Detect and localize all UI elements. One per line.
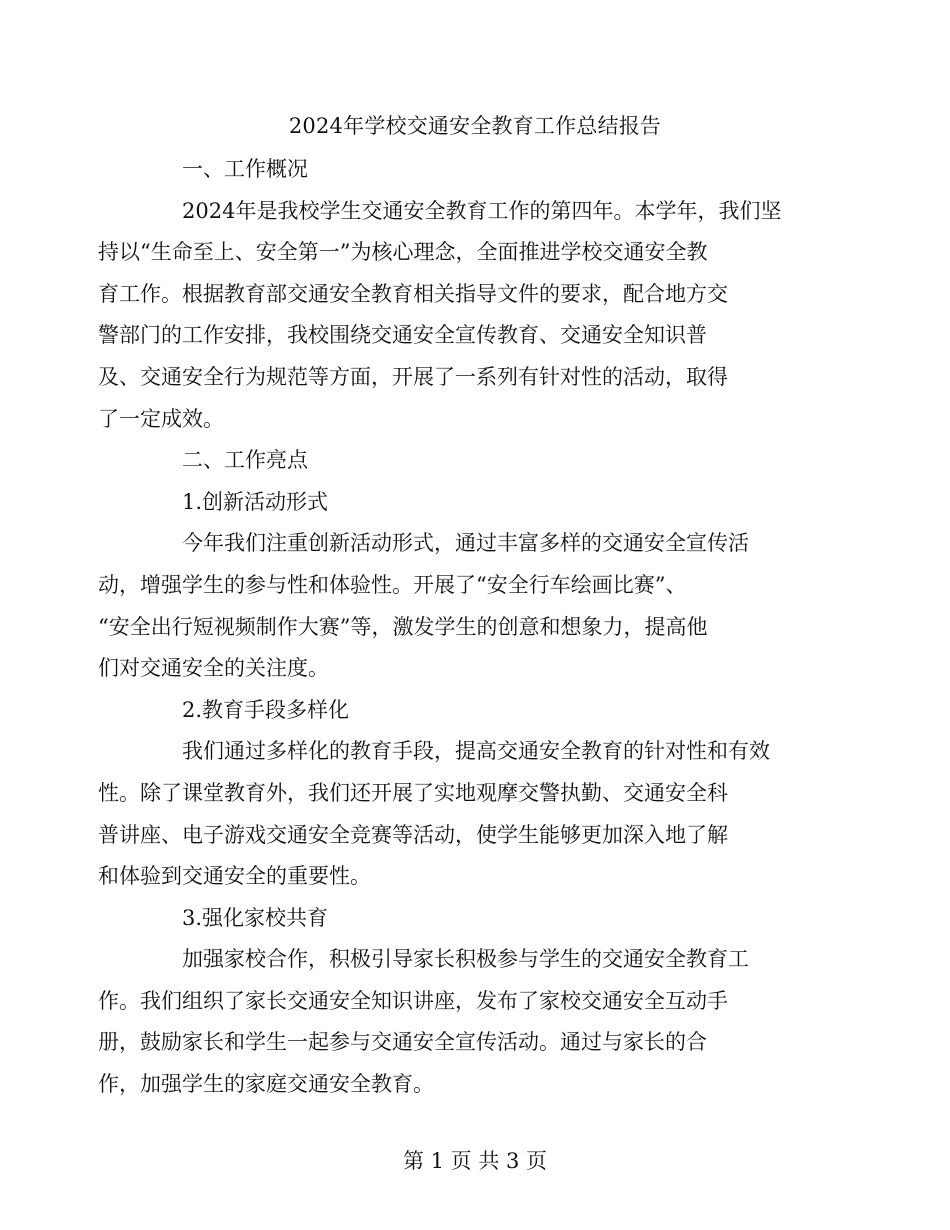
text-line: 持以“生命至上、安全第一”为核心理念，全面推进学校交通安全教 [98, 240, 708, 265]
text-line: 3.强化家校共育 [182, 905, 329, 930]
text-line: 二、工作亮点 [182, 448, 308, 473]
text-line: 我们通过多样化的教育手段，提高交通安全教育的针对性和有效 [182, 739, 770, 764]
text-line: 和体验到交通安全的重要性。 [98, 864, 371, 889]
text-line: 及、交通安全行为规范等方面，开展了一系列有针对性的活动，取得 [98, 364, 728, 389]
text-line: 们对交通安全的关注度。 [98, 656, 329, 681]
text-line: 作。我们组织了家长交通安全知识讲座，发布了家校交通安全互动手 [98, 988, 728, 1013]
section-heading [140, 690, 810, 732]
text-line: 一、工作概况 [182, 157, 308, 181]
document-body [98, 149, 810, 1106]
body-paragraph [98, 191, 810, 441]
text-line: 2024年是我校学生交通安全教育工作的第四年。本学年，我们坚 [182, 198, 782, 223]
section-heading [140, 898, 810, 940]
text-line: 育工作。根据教育部交通安全教育相关指导文件的要求，配合地方交 [98, 281, 728, 306]
text-line: 2.教育手段多样化 [182, 697, 350, 722]
document-title: 2024年学校交通安全教育工作总结报告 [288, 114, 662, 138]
text-line: 了一定成效。 [98, 406, 224, 431]
text-line: 今年我们注重创新活动形式，通过丰富多样的交通安全宣传活 [182, 531, 749, 556]
section-heading [140, 440, 810, 482]
text-line: 性。除了课堂教育外，我们还开展了实地观摩交警执勤、交通安全科 [98, 780, 728, 805]
text-line: 普讲座、电子游戏交通安全竞赛等活动，使学生能够更加深入地了解 [98, 822, 728, 847]
text-line: 动，增强学生的参与性和体验性。开展了“安全行车绘画比赛”、 [98, 572, 687, 597]
page-footer: 第 1 页 共 3 页 [402, 1149, 548, 1173]
text-line: 1.创新活动形式 [182, 489, 329, 514]
section-heading [140, 149, 810, 191]
text-line: 警部门的工作安排，我校围绕交通安全宣传教育、交通安全知识普 [98, 323, 707, 348]
text-line: 册，鼓励家长和学生一起参与交通安全宣传活动。通过与家长的合 [98, 1030, 707, 1055]
body-paragraph [98, 523, 810, 689]
text-line: 加强家校合作，积极引导家长积极参与学生的交通安全教育工 [182, 947, 749, 972]
text-line: “安全出行短视频制作大赛”等，激发学生的创意和想象力，提高他 [98, 614, 708, 639]
body-paragraph [98, 731, 810, 897]
text-line: 作，加强学生的家庭交通安全教育。 [98, 1072, 434, 1097]
section-heading [140, 482, 810, 524]
body-paragraph [98, 939, 810, 1105]
